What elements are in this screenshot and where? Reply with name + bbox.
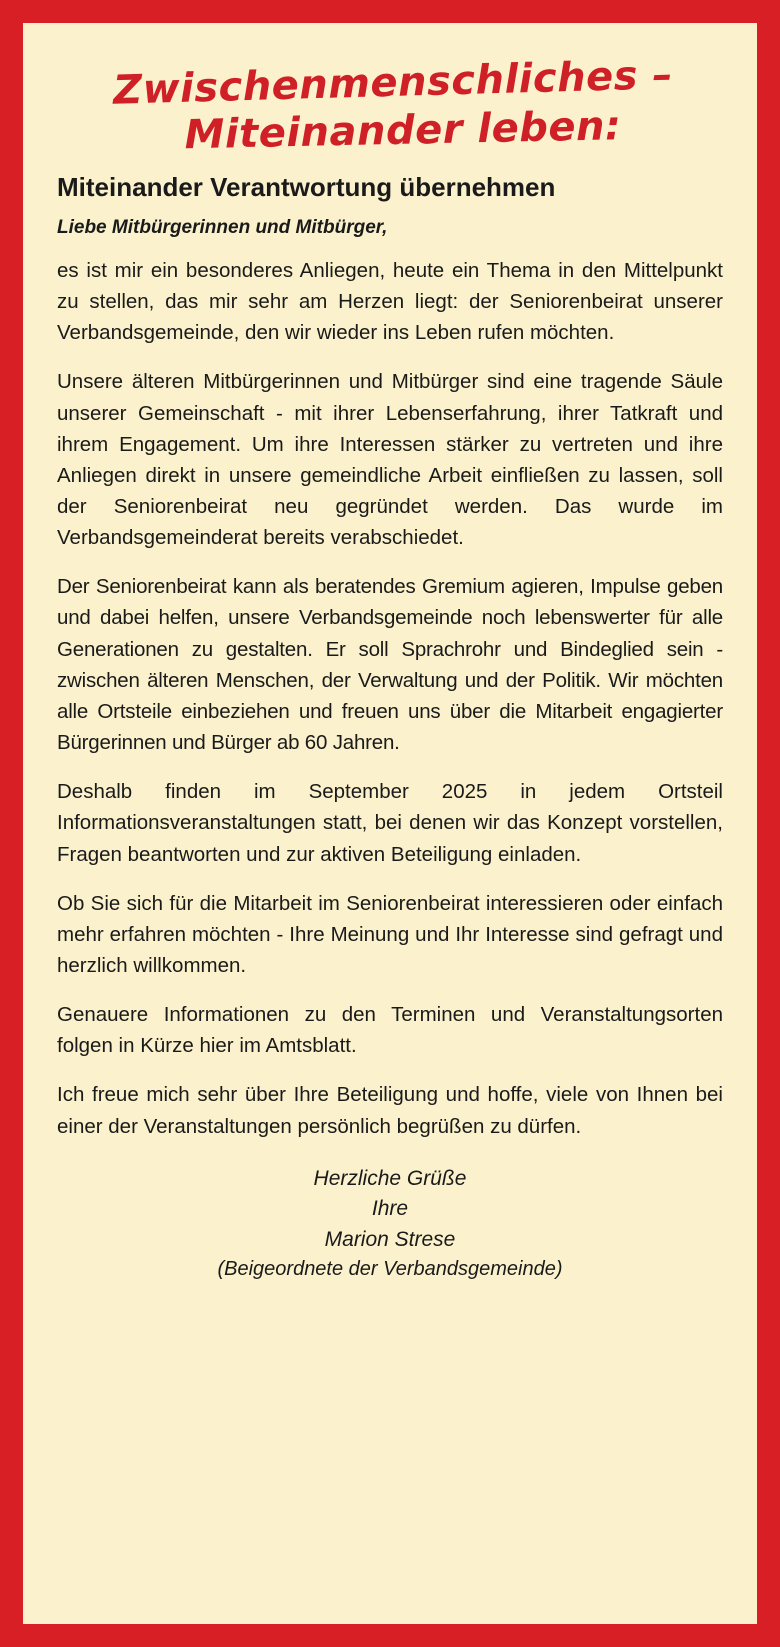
- body-text: [57, 239, 723, 1142]
- salutation: Liebe Mitbürgerinnen und Mitbürger,: [57, 216, 388, 238]
- paragraph-4: Deshalb finden im September 2025 in jedem Ortsteil Informationsveranstaltungen statt, bei denen wir das Konzept vorstellen, Fragen beantworten und zur aktiven Beteiligung einladen.: [57, 780, 723, 866]
- paragraph-1: es ist mir ein besonderes Anliegen, heute ein Thema in den Mittelpunkt zu stellen, das mir sehr am Herzen liegt: der Seniorenbeirat unserer Verbandsgemeinde, den wir wieder ins Leben rufen möchten.: [57, 258, 723, 345]
- paragraph-2: Unsere älteren Mitbürgerinnen und Mitbürger sind eine tragende Säule unserer Gemeinschaft - mit ihrer Lebenserfahrung, ihrer Tatkraft und ihrem Engagement. Um ihre Interessen stärker zu vertreten und ihre Anliegen direkt in unsere gemeindliche Arbeit einfließen zu lassen, soll der Seniorenbeirat neu gegründet werden. Das wurde im Verbandsgemeinderat bereits verabschiedet.: [57, 370, 723, 550]
- script-headline-line-1: Zwischenmenschliches –: [112, 52, 674, 114]
- signature-greeting: Herzliche Grüße: [313, 1166, 467, 1190]
- paragraph-5: Ob Sie sich für die Mitarbeit im Seniorenbeirat interessieren oder einfach mehr erfahren möchten - Ihre Meinung und Ihr Interesse sind gefragt und herzlich willkommen.: [57, 891, 723, 978]
- signature-name: Marion Strese: [324, 1227, 456, 1251]
- paragraph-7: Ich freue mich sehr über Ihre Beteiligung und hoffe, viele von Ihnen bei einer der Veranstaltungen persönlich begrüßen zu dürfen.: [57, 1083, 723, 1138]
- script-headline-line-2: Miteinander leben:: [184, 103, 622, 159]
- subheadline: Miteinander Verantwortung übernehmen: [57, 172, 556, 202]
- paragraph-6: Genauere Informationen zu den Terminen und Veranstaltungsorten folgen in Kürze hier im Amtsblatt.: [57, 1003, 723, 1058]
- signature-role: (Beigeordnete der Verbandsgemeinde): [217, 1258, 563, 1281]
- paragraph-3: Der Seniorenbeirat kann als beratendes Gremium agieren, Impulse geben und dabei helfen, unsere Verbandsgemeinde noch lebenswerter für alle Generationen zu gestalten. Er soll Sprachrohr und Bindeglied sein - zwischen älteren Menschen, der Verwaltung und der Politik. Wir möchten alle Ortsteile einbeziehen und freuen uns über die Mitarbeit engagierter Bürgerinnen und Bürger ab 60 Jahren.: [57, 575, 723, 755]
- signature-possessive: Ihre: [371, 1197, 409, 1221]
- signature-block: [57, 1164, 723, 1284]
- script-headline: [57, 52, 723, 159]
- notice-card: [14, 14, 766, 1633]
